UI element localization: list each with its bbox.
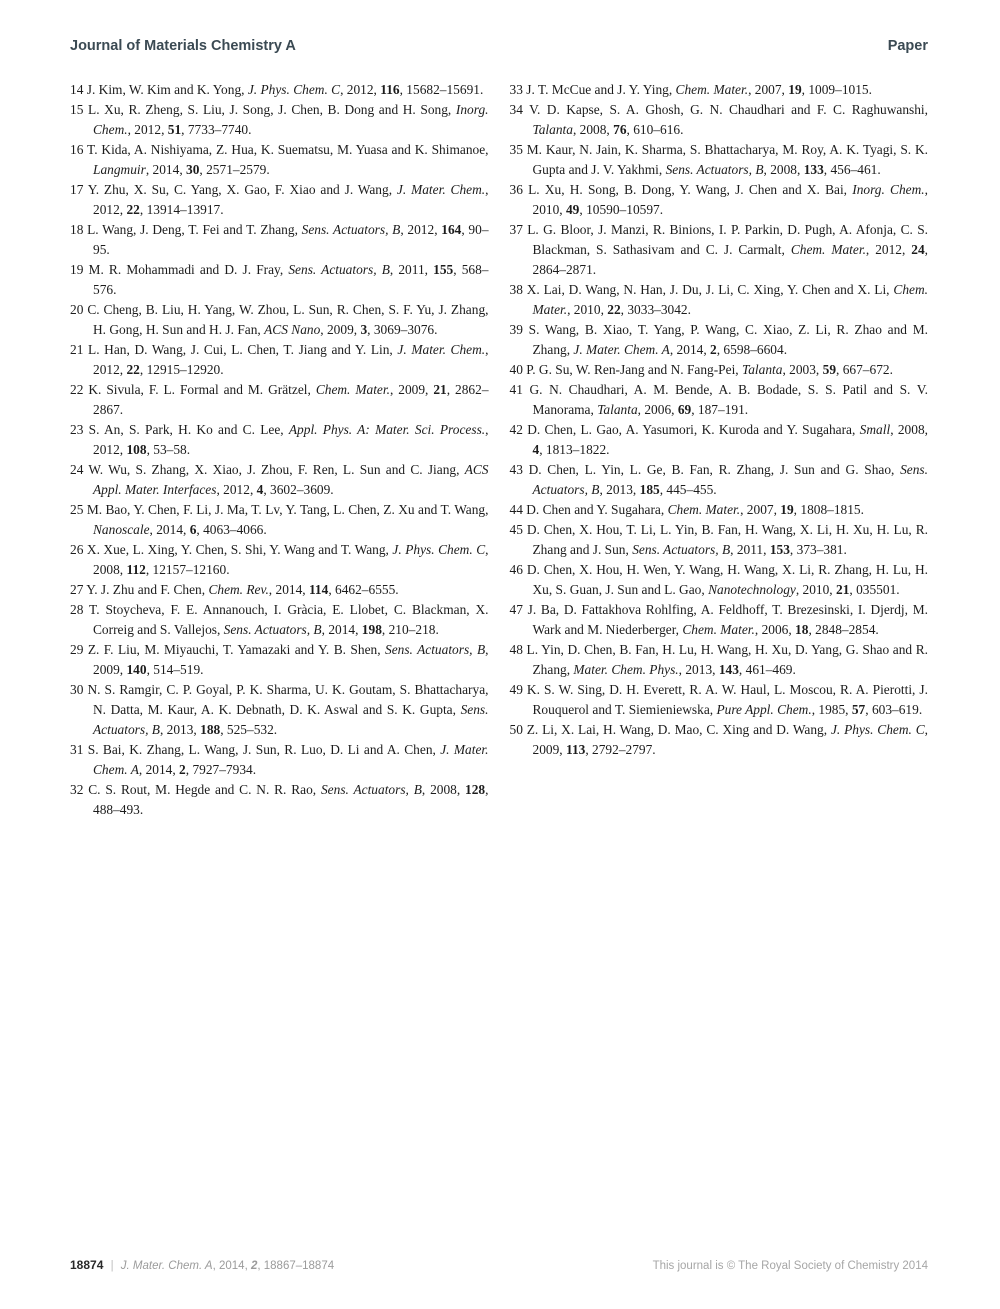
reference-number: 34 bbox=[509, 102, 530, 117]
reference-item bbox=[70, 780, 489, 820]
text-segment: , 18867–18874 bbox=[257, 1260, 335, 1272]
text-segment: , 568–576. bbox=[93, 262, 489, 297]
text-segment: 30 bbox=[186, 162, 200, 177]
text-segment: N. S. Ramgir, C. P. Goyal, P. K. Sharma, U. K. Goutam, S. Bhattacharya, N. Datta, M. Kaur, A. K. Debnath, D. K. Aswal and S. K. Gupta, bbox=[87, 682, 489, 717]
reference-number: 20 bbox=[70, 302, 88, 317]
text-segment: 133 bbox=[803, 162, 824, 177]
reference-item bbox=[510, 640, 929, 680]
text-segment: ACS Appl. Mater. Interfaces bbox=[93, 462, 489, 497]
text-segment: 164 bbox=[441, 222, 462, 237]
text-segment: 21 bbox=[836, 582, 850, 597]
text-segment: , 2009, bbox=[389, 382, 434, 397]
text-segment: Sens. Actuators, B bbox=[665, 162, 764, 177]
ref-column-left bbox=[70, 80, 489, 820]
text-segment: , 53–58. bbox=[146, 442, 191, 457]
text-segment: , 2008, bbox=[763, 162, 804, 177]
text-segment: Sens. Actuators, B bbox=[632, 542, 731, 557]
text-segment: , 1009–1015. bbox=[801, 82, 872, 97]
text-segment: J. Mater. Chem. bbox=[396, 182, 486, 197]
text-segment: L. Yin, D. Chen, B. Fan, H. Lu, H. Wang, H. Xu, D. Yang, G. Shao and R. Zhang, bbox=[526, 642, 928, 677]
reference-item bbox=[510, 520, 929, 560]
text-segment: Sens. Actuators, B bbox=[301, 222, 401, 237]
text-segment: T. Stoycheva, F. E. Annanouch, I. Gràcia, E. Llobet, C. Blackman, X. Correig and S. Vallejos, bbox=[89, 602, 489, 637]
text-segment: Z. Li, X. Lai, H. Wang, D. Mao, C. Xing and D. Wang, bbox=[526, 722, 831, 737]
reference-item bbox=[70, 680, 489, 740]
reference-number: 31 bbox=[70, 742, 88, 757]
text-segment: C. Cheng, B. Liu, H. Yang, W. Zhou, L. Sun, R. Chen, S. F. Yu, J. Zhang, H. Gong, H. Sun and H. J. Fan, bbox=[87, 302, 489, 337]
text-segment: D. Chen, X. Hou, H. Wen, Y. Wang, H. Wang, X. Li, R. Zhang, H. Lu, H. Xu, S. Guan, J. Sun and L. Gao, bbox=[526, 562, 928, 597]
text-segment: , 2014, bbox=[145, 162, 187, 177]
text-segment: , 525–532. bbox=[220, 722, 278, 737]
text-segment: C. S. Rout, M. Hegde and C. N. R. Rao, bbox=[88, 782, 321, 797]
text-segment: , 2012, bbox=[340, 82, 381, 97]
reference-item bbox=[510, 140, 929, 180]
text-segment: , 2010, bbox=[795, 582, 836, 597]
reference-number: 35 bbox=[509, 142, 527, 157]
text-segment: W. Wu, S. Zhang, X. Xiao, J. Zhou, F. Ren, L. Sun and C. Jiang, bbox=[88, 462, 465, 477]
text-segment: , 2012, bbox=[400, 222, 442, 237]
reference-item bbox=[70, 260, 489, 300]
text-segment: , 2010, bbox=[532, 182, 928, 217]
text-segment: Sens. Actuators, B bbox=[532, 462, 928, 497]
reference-item bbox=[70, 640, 489, 680]
reference-item bbox=[510, 500, 929, 520]
text-segment: 76 bbox=[613, 122, 627, 137]
reference-item bbox=[70, 420, 489, 460]
text-segment: , 2864–2871. bbox=[532, 242, 928, 277]
reference-number: 19 bbox=[70, 262, 89, 277]
reference-item bbox=[510, 720, 929, 760]
text-segment: S. An, S. Park, H. Ko and C. Lee, bbox=[88, 422, 289, 437]
text-segment: 22 bbox=[126, 202, 140, 217]
text-segment: , 2007, bbox=[740, 502, 781, 517]
text-segment: 24 bbox=[911, 242, 925, 257]
text-segment: 4 bbox=[256, 482, 264, 497]
reference-item bbox=[70, 580, 489, 600]
reference-number: 45 bbox=[509, 522, 527, 537]
reference-item bbox=[510, 280, 929, 320]
reference-number: 50 bbox=[509, 722, 527, 737]
text-segment: D. Chen, L. Gao, A. Yasumori, K. Kuroda and Y. Sugahara, bbox=[527, 422, 860, 437]
text-segment: Chem. Mater. bbox=[532, 282, 928, 317]
text-segment: J. Ba, D. Fattakhova Rohlfing, A. Feldhoff, T. Brezesinski, I. Djerdj, M. Wark and M. Niederberger, bbox=[527, 602, 928, 637]
reference-number: 41 bbox=[509, 382, 530, 397]
text-segment: , 514–519. bbox=[146, 662, 204, 677]
text-segment: , 12157–12160. bbox=[145, 562, 230, 577]
reference-number: 42 bbox=[509, 422, 528, 437]
text-segment: , 2013, bbox=[599, 482, 640, 497]
reference-number: 21 bbox=[70, 342, 89, 357]
text-segment: M. Kaur, N. Jain, K. Sharma, S. Bhattacharya, M. Roy, A. K. Tyagi, S. K. Gupta and J. V. Yakhmi, bbox=[526, 142, 928, 177]
text-segment: , 2012, bbox=[127, 122, 168, 137]
footer-copyright: This journal is © The Royal Society of Chemistry 2014 bbox=[652, 1260, 928, 1272]
text-segment: , 2571–2579. bbox=[199, 162, 270, 177]
text-segment: Nanoscale bbox=[93, 522, 150, 537]
text-segment: Chem. Rev. bbox=[208, 582, 269, 597]
text-segment: , 2009, bbox=[320, 322, 361, 337]
text-segment: 19 bbox=[788, 82, 802, 97]
text-segment: P. G. Su, W. Ren-Jang and N. Fang-Pei, bbox=[526, 362, 742, 377]
text-segment: , 2014, bbox=[669, 342, 711, 357]
text-segment: ACS Nano bbox=[264, 322, 321, 337]
text-segment: 143 bbox=[718, 662, 739, 677]
text-segment: L. Xu, R. Zheng, S. Liu, J. Song, J. Chen, B. Dong and H. Song, bbox=[88, 102, 456, 117]
text-segment: M. Bao, Y. Chen, F. Li, J. Ma, T. Lv, Y. Tang, L. Chen, Z. Xu and T. Wang, bbox=[86, 502, 489, 517]
reference-number: 29 bbox=[70, 642, 88, 657]
reference-number: 46 bbox=[509, 562, 527, 577]
text-segment: Small bbox=[859, 422, 891, 437]
text-segment: 114 bbox=[308, 582, 329, 597]
reference-item bbox=[510, 100, 929, 140]
reference-number: 30 bbox=[70, 682, 88, 697]
reference-item bbox=[510, 80, 929, 100]
text-segment: , 2012, bbox=[93, 422, 489, 457]
text-segment: 2 bbox=[250, 1260, 258, 1272]
reference-item bbox=[70, 180, 489, 220]
reference-item bbox=[70, 300, 489, 340]
text-segment: , 2007, bbox=[748, 82, 789, 97]
reference-item bbox=[70, 460, 489, 500]
text-segment: , 3602–3609. bbox=[263, 482, 334, 497]
reference-item bbox=[510, 360, 929, 380]
reference-item bbox=[70, 140, 489, 180]
text-segment: 2 bbox=[710, 342, 717, 357]
text-segment: , 2848–2854. bbox=[808, 622, 879, 637]
text-segment: , 2014, bbox=[268, 582, 309, 597]
page-header bbox=[70, 38, 928, 54]
reference-item bbox=[70, 500, 489, 540]
text-segment: , 1813–1822. bbox=[539, 442, 610, 457]
text-segment: 22 bbox=[607, 302, 621, 317]
reference-number: 25 bbox=[70, 502, 87, 517]
page-footer bbox=[70, 1258, 928, 1272]
text-segment: , 1985, bbox=[811, 702, 852, 717]
text-segment: L. Wang, J. Deng, T. Fei and T. Zhang, bbox=[87, 222, 302, 237]
text-segment: 19 bbox=[780, 502, 794, 517]
reference-item bbox=[510, 220, 929, 280]
reference-item bbox=[510, 320, 929, 360]
text-segment: , 2792–2797. bbox=[585, 742, 656, 757]
text-segment: 21 bbox=[433, 382, 447, 397]
reference-item bbox=[510, 380, 929, 420]
text-segment: , 488–493. bbox=[93, 782, 489, 817]
reference-item bbox=[70, 380, 489, 420]
text-segment: 18 bbox=[795, 622, 809, 637]
text-segment: , 2006, bbox=[637, 402, 678, 417]
reference-number: 36 bbox=[509, 182, 529, 197]
text-segment: J. Mater. Chem. A bbox=[120, 1260, 213, 1272]
text-segment: , 373–381. bbox=[789, 542, 847, 557]
text-segment: , 2014, bbox=[138, 762, 180, 777]
text-segment: , 2013, bbox=[159, 722, 201, 737]
text-segment: , 4063–4066. bbox=[196, 522, 267, 537]
text-segment: Inorg. Chem. bbox=[93, 102, 489, 137]
text-segment: X. Lai, D. Wang, N. Han, J. Du, J. Li, C. Xing, Y. Chen and X. Li, bbox=[526, 282, 894, 297]
text-segment: , 2014, bbox=[149, 522, 190, 537]
text-segment: Talanta bbox=[742, 362, 783, 377]
text-segment: , 13914–13917. bbox=[139, 202, 224, 217]
text-segment: , 2010, bbox=[567, 302, 608, 317]
text-segment: , 210–218. bbox=[381, 622, 439, 637]
text-segment: L. Han, D. Wang, J. Cui, L. Chen, T. Jiang and Y. Lin, bbox=[88, 342, 398, 357]
text-segment: , 2008, bbox=[93, 542, 489, 577]
text-segment: L. G. Bloor, J. Manzi, R. Binions, I. P. Parkin, D. Pugh, A. Afonja, C. S. Blackman, S. Sathasivam and C. J. Carmalt, bbox=[527, 222, 928, 257]
text-segment: J. Phys. Chem. C bbox=[830, 722, 925, 737]
text-segment: Sens. Actuators, B bbox=[93, 702, 489, 737]
text-segment: Sens. Actuators, B bbox=[385, 642, 486, 657]
text-segment: , 2862–2867. bbox=[93, 382, 489, 417]
reference-number: 15 bbox=[70, 102, 89, 117]
text-segment: , 2009, bbox=[93, 642, 489, 677]
text-segment: , 603–619. bbox=[865, 702, 923, 717]
text-segment: , 2008, bbox=[421, 782, 466, 797]
text-segment: 49 bbox=[565, 202, 580, 217]
text-segment: V. D. Kapse, S. A. Ghosh, G. N. Chaudhari and F. C. Raghuwanshi, bbox=[529, 102, 929, 117]
text-segment: , 6462–6555. bbox=[328, 582, 399, 597]
text-segment: D. Chen, X. Hou, T. Li, L. Yin, B. Fan, H. Wang, X. Li, H. Xu, H. Lu, R. Zhang and J. Sun, bbox=[526, 522, 928, 557]
ref-column-right bbox=[510, 80, 929, 820]
text-segment: , 2012, bbox=[93, 342, 489, 377]
text-segment: Sens. Actuators, B bbox=[320, 782, 422, 797]
reference-item bbox=[510, 460, 929, 500]
text-segment: G. N. Chaudhari, A. M. Bende, A. B. Bodade, S. S. Patil and S. V. Manorama, bbox=[529, 382, 928, 417]
text-segment: Y. J. Zhu and F. Chen, bbox=[86, 582, 209, 597]
text-segment: Chem. Mater. bbox=[682, 622, 755, 637]
reference-number: 23 bbox=[70, 422, 89, 437]
reference-number: 22 bbox=[70, 382, 89, 397]
text-segment: 22 bbox=[126, 362, 140, 377]
text-segment: 116 bbox=[380, 82, 400, 97]
text-segment: S. Wang, B. Xiao, T. Yang, P. Wang, C. Xiao, Z. Li, R. Zhao and M. Zhang, bbox=[528, 322, 928, 357]
text-segment: J. T. McCue and J. Y. Ying, bbox=[526, 82, 676, 97]
reference-item bbox=[510, 560, 929, 600]
text-segment: , 1808–1815. bbox=[793, 502, 864, 517]
reference-item bbox=[70, 600, 489, 640]
text-segment: , 461–469. bbox=[738, 662, 796, 677]
article-type-label: Paper bbox=[887, 38, 928, 54]
text-segment: , 2012, bbox=[216, 482, 257, 497]
text-segment: , 3033–3042. bbox=[620, 302, 691, 317]
text-segment: , 445–455. bbox=[659, 482, 717, 497]
text-segment: J. Phys. Chem. C bbox=[247, 82, 341, 97]
text-segment: T. Kida, A. Nishiyama, Z. Hua, K. Suematsu, M. Yuasa and K. Shimanoe, bbox=[87, 142, 489, 157]
text-segment: , 3069–3076. bbox=[367, 322, 438, 337]
reference-number: 47 bbox=[509, 602, 528, 617]
text-segment: , 610–616. bbox=[626, 122, 684, 137]
text-segment: Chem. Mater. bbox=[315, 382, 390, 397]
text-segment: , 2008, bbox=[572, 122, 614, 137]
text-segment: Sens. Actuators, B bbox=[288, 262, 390, 277]
text-segment: Y. Zhu, X. Su, C. Yang, X. Gao, F. Xiao and J. Wang, bbox=[87, 182, 397, 197]
reference-item bbox=[70, 100, 489, 140]
reference-number: 26 bbox=[70, 542, 87, 557]
text-segment: , 2009, bbox=[532, 722, 928, 757]
text-segment: 2 bbox=[179, 762, 186, 777]
text-segment: , 12915–12920. bbox=[139, 362, 224, 377]
reference-number: 49 bbox=[509, 682, 527, 697]
text-segment: 108 bbox=[126, 442, 147, 457]
reference-number: 37 bbox=[509, 222, 528, 237]
reference-number: 32 bbox=[70, 782, 89, 797]
text-segment: , 2012, bbox=[865, 242, 912, 257]
text-segment: 140 bbox=[126, 662, 147, 677]
text-segment: Nanotechnology bbox=[708, 582, 796, 597]
text-segment: , 7927–7934. bbox=[185, 762, 257, 777]
text-segment: 198 bbox=[361, 622, 382, 637]
text-segment: Talanta bbox=[532, 122, 573, 137]
reference-item bbox=[510, 180, 929, 220]
text-segment: 59 bbox=[822, 362, 837, 377]
text-segment: Chem. Mater. bbox=[790, 242, 866, 257]
reference-item bbox=[70, 340, 489, 380]
text-segment: Chem. Mater. bbox=[675, 82, 749, 97]
reference-number: 28 bbox=[70, 602, 90, 617]
reference-number: 44 bbox=[509, 502, 527, 517]
text-segment: J. Kim, W. Kim and K. Yong, bbox=[86, 82, 248, 97]
reference-number: 33 bbox=[509, 82, 527, 97]
footer-separator: | bbox=[110, 1260, 114, 1272]
text-segment: L. Xu, H. Song, B. Dong, Y. Wang, J. Chen and X. Bai, bbox=[528, 182, 853, 197]
journal-title: Journal of Materials Chemistry A bbox=[70, 38, 296, 54]
text-segment: X. Xue, L. Xing, Y. Chen, S. Shi, Y. Wang and T. Wang, bbox=[86, 542, 393, 557]
text-segment: 188 bbox=[200, 722, 221, 737]
references-section bbox=[70, 80, 928, 820]
reference-item bbox=[70, 540, 489, 580]
text-segment: J. Mater. Chem. A bbox=[93, 742, 489, 777]
text-segment: , 7733–7740. bbox=[181, 122, 252, 137]
text-segment: Inorg. Chem. bbox=[852, 182, 925, 197]
reference-number: 48 bbox=[509, 642, 527, 657]
text-segment: , 2014, bbox=[212, 1260, 251, 1272]
text-segment: 6 bbox=[189, 522, 197, 537]
reference-number: 17 bbox=[70, 182, 88, 197]
text-segment: K. Sivula, F. L. Formal and M. Grätzel, bbox=[88, 382, 316, 397]
reference-number: 14 bbox=[70, 82, 87, 97]
text-segment: Talanta bbox=[597, 402, 638, 417]
text-segment: Chem. Mater. bbox=[667, 502, 741, 517]
reference-number: 27 bbox=[70, 582, 87, 597]
text-segment: 57 bbox=[851, 702, 866, 717]
text-segment: , 2003, bbox=[782, 362, 823, 377]
text-segment: , 15682–15691. bbox=[399, 82, 484, 97]
text-segment: , 90–95. bbox=[93, 222, 489, 257]
reference-item bbox=[510, 680, 929, 720]
text-segment: J. Mater. Chem. bbox=[397, 342, 486, 357]
text-segment: , 2013, bbox=[678, 662, 719, 677]
reference-item bbox=[510, 600, 929, 640]
footer-page-number: 18874 bbox=[70, 1258, 104, 1272]
reference-item bbox=[510, 420, 929, 460]
reference-item bbox=[70, 740, 489, 780]
text-segment: 113 bbox=[565, 742, 586, 757]
text-segment: S. Bai, K. Zhang, L. Wang, J. Sun, R. Luo, D. Li and A. Chen, bbox=[87, 742, 441, 757]
text-segment: , 10590–10597. bbox=[579, 202, 664, 217]
text-segment: J. Mater. Chem. A bbox=[573, 342, 670, 357]
text-segment: , 2011, bbox=[389, 262, 434, 277]
text-segment: , 2006, bbox=[754, 622, 796, 637]
reference-number: 43 bbox=[509, 462, 529, 477]
reference-number: 18 bbox=[70, 222, 88, 237]
text-segment: 69 bbox=[677, 402, 692, 417]
reference-number: 39 bbox=[509, 322, 529, 337]
text-segment: , 2014, bbox=[321, 622, 362, 637]
text-segment: D. Chen, L. Yin, L. Ge, B. Fan, R. Zhang, J. Sun and G. Shao, bbox=[528, 462, 901, 477]
text-segment: 51 bbox=[167, 122, 182, 137]
text-segment: 185 bbox=[639, 482, 660, 497]
footer-citation bbox=[121, 1260, 334, 1272]
text-segment: Z. F. Liu, M. Miyauchi, T. Yamazaki and Y. B. Shen, bbox=[87, 642, 385, 657]
text-segment: 128 bbox=[465, 782, 486, 797]
reference-number: 40 bbox=[509, 362, 527, 377]
text-segment: , 2011, bbox=[730, 542, 770, 557]
reference-number: 16 bbox=[70, 142, 88, 157]
text-segment: Mater. Chem. Phys. bbox=[573, 662, 679, 677]
footer-citation-block bbox=[70, 1258, 334, 1272]
text-segment: , 187–191. bbox=[691, 402, 749, 417]
reference-number: 38 bbox=[509, 282, 527, 297]
reference-item bbox=[70, 220, 489, 260]
text-segment: M. R. Mohammadi and D. J. Fray, bbox=[88, 262, 289, 277]
text-segment: Sens. Actuators, B bbox=[223, 622, 322, 637]
text-segment: 3 bbox=[360, 322, 368, 337]
text-segment: Pure Appl. Chem. bbox=[716, 702, 812, 717]
reference-item bbox=[70, 80, 489, 100]
text-segment: , 2008, bbox=[890, 422, 928, 437]
text-segment: 4 bbox=[532, 442, 540, 457]
text-segment: J. Phys. Chem. C bbox=[392, 542, 486, 557]
text-segment: 112 bbox=[126, 562, 146, 577]
text-segment: Appl. Phys. A: Mater. Sci. Process. bbox=[288, 422, 486, 437]
text-segment: K. S. W. Sing, D. H. Everett, R. A. W. Haul, L. Moscou, R. A. Pierotti, J. Rouquerol and T. Siemieniewska, bbox=[526, 682, 928, 717]
text-segment: D. Chen and Y. Sugahara, bbox=[526, 502, 668, 517]
text-segment: , 667–672. bbox=[836, 362, 893, 377]
text-segment: , 035501. bbox=[849, 582, 900, 597]
text-segment: , 6598–6604. bbox=[716, 342, 788, 357]
text-segment: Langmuir bbox=[93, 162, 146, 177]
text-segment: 153 bbox=[769, 542, 790, 557]
text-segment: , 456–461. bbox=[823, 162, 881, 177]
text-segment: , 2012, bbox=[93, 182, 489, 217]
text-segment: 155 bbox=[433, 262, 454, 277]
reference-number: 24 bbox=[70, 462, 89, 477]
